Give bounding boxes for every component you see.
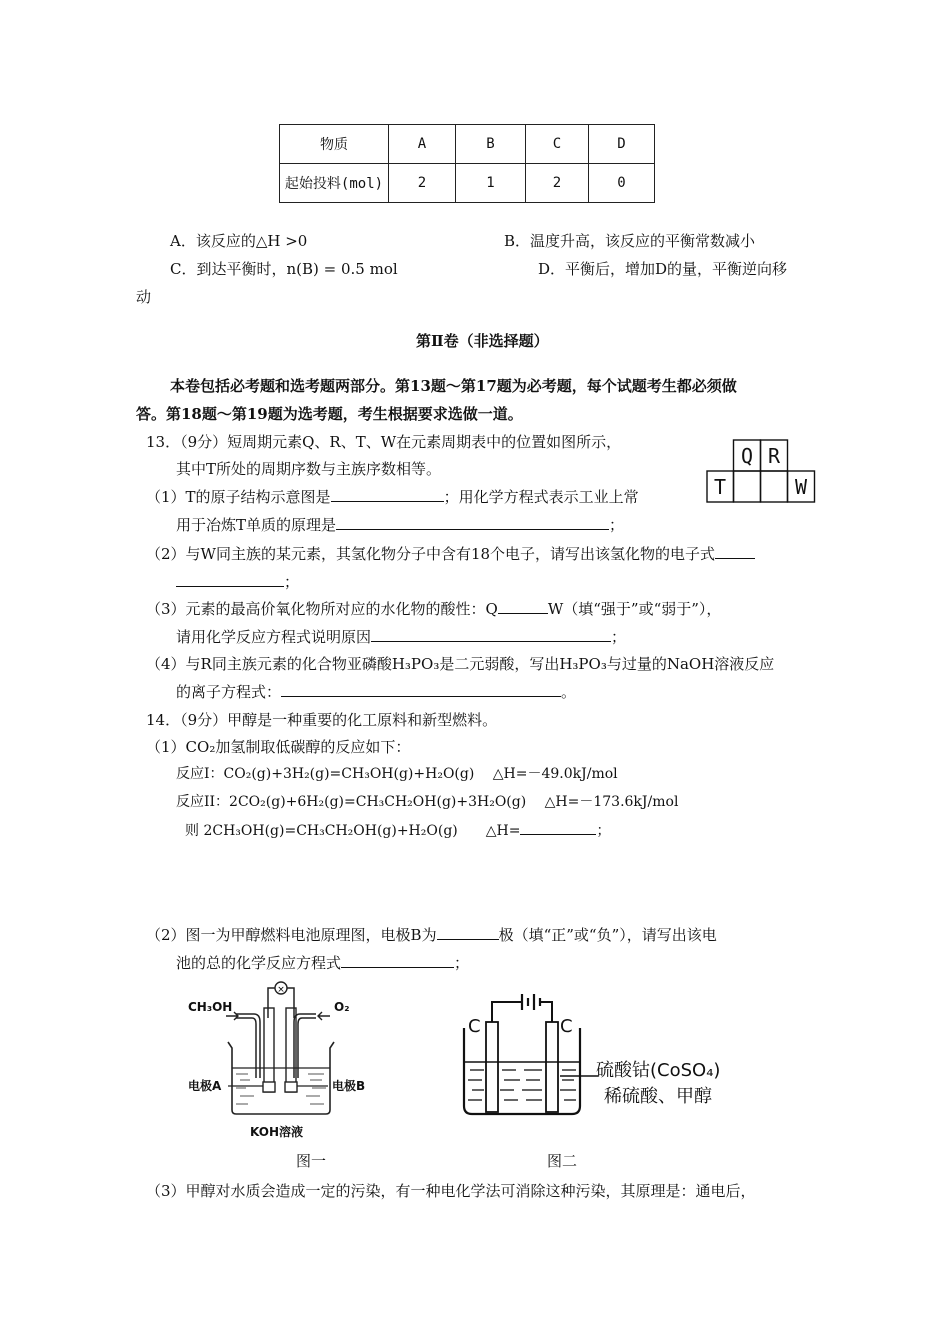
q13-part1 (146, 486, 639, 507)
q13-part1-line2 (176, 514, 624, 535)
electrode-a-label: 电极A (188, 1079, 222, 1093)
q13-part3-text-d: ； (611, 628, 627, 646)
element-q: Q (740, 444, 754, 468)
answer-blank[interactable] (281, 681, 561, 697)
q14-part2-text-a: （2）图一为甲醇燃料电池原理图，电极B为 (146, 926, 437, 944)
reaction-2: 反应II：2CO₂(g)+6H₂(g)=CH₃CH₂OH(g)+3H₂O(g) △H=－173.6kJ/mol (176, 794, 679, 810)
q13-part4-line2 (176, 681, 576, 702)
q14-part2-text-d: ； (454, 954, 470, 972)
answer-blank[interactable] (341, 952, 454, 968)
q13-part3-text-c: 请用化学反应方程式说明原因 (176, 628, 372, 646)
section-title: 第Ⅱ卷（非选择题） (416, 332, 549, 350)
q13-part2-text-b: ； (284, 573, 300, 591)
q13-part2-text-a: （2）与W同主族的某元素，其氢化物分子中含有18个电子，请写出该氢化物的电子式 (146, 545, 716, 563)
answer-blank[interactable] (520, 819, 596, 835)
q14-part1: （1）CO₂加氢制取低碳醇的反应如下： (146, 738, 411, 756)
figure-1-caption: 图一 (296, 1152, 327, 1170)
figure-2-electrolysis-cell (460, 980, 760, 1120)
figure-2-caption: 图二 (547, 1152, 578, 1170)
q13-part4-text-b: 的离子方程式： (176, 683, 282, 701)
reaction-3-end: ； (596, 823, 611, 839)
figure-1-fuel-cell (188, 978, 368, 1143)
q13-part3 (146, 598, 721, 619)
table-cell: 物质 (280, 125, 389, 164)
option-b: B．温度升高，该反应的平衡常数减小 (504, 232, 756, 250)
solution-label-1: 硫酸钴(CoSO₄) (596, 1060, 721, 1081)
table-cell: 1 (456, 164, 526, 203)
svg-text:×: × (277, 985, 285, 995)
answer-blank[interactable] (336, 514, 609, 530)
reaction-3-text: 则 2CH₃OH(g)=CH₃CH₂OH(g)+H₂O(g) △H= (185, 823, 521, 839)
electrode-b-label: 电极B (332, 1079, 366, 1093)
element-t: T (713, 475, 727, 499)
solution-label: KOH溶液 (250, 1125, 304, 1139)
q13-part4: （4）与R同主族元素的化合物亚磷酸H₃PO₃是二元弱酸，写出H₃PO₃与过量的NaOH溶液反应 (146, 655, 775, 673)
q13-part2 (146, 543, 755, 564)
element-r: R (767, 444, 781, 468)
answer-blank[interactable] (176, 571, 284, 587)
table-cell: 0 (589, 164, 655, 203)
table-cell: 2 (526, 164, 589, 203)
answer-blank[interactable] (331, 486, 444, 502)
q13-part3-line2 (176, 626, 626, 647)
reaction-3 (185, 819, 610, 840)
table-cell: A (389, 125, 456, 164)
table-cell: C (526, 125, 589, 164)
option-d-continued: 动 (136, 288, 152, 306)
q14-part2-text-c: 池的总的化学反应方程式 (176, 954, 342, 972)
option-c: C．到达平衡时，n(B) = 0.5 mol (170, 260, 398, 278)
q13-part1-text-c: 用于冶炼T单质的原理是 (176, 516, 337, 534)
q13-part3-text-b: W（填“强于”或“弱于”）， (547, 600, 722, 618)
option-d: D．平衡后，增加D的量，平衡逆向移 (538, 260, 788, 278)
q13-part1-text-d: ； (609, 516, 625, 534)
answer-blank[interactable] (371, 626, 611, 642)
table-cell: 起始投料(mol) (280, 164, 389, 203)
q14-stem: 14．（9分）甲醇是一种重要的化工原料和新型燃料。 (146, 711, 498, 729)
option-a: A．该反应的△H >0 (170, 232, 308, 250)
q14-part2-line2 (176, 952, 469, 973)
battery-icon (522, 994, 540, 1010)
q14-part2 (146, 924, 717, 945)
q13-part1-text-b: ；用化学方程式表示工业上常 (443, 488, 639, 506)
table-cell: D (589, 125, 655, 164)
reaction-1: 反应I：CO₂(g)+3H₂(g)=CH₃OH(g)+H₂O(g) △H=－49.0kJ/mol (176, 766, 618, 782)
q13-part4-text-c: 。 (561, 683, 577, 701)
q13-part3-text-a: （3）元素的最高价氧化物所对应的水化物的酸性：Q (146, 600, 498, 618)
table-row (280, 164, 655, 203)
q14-part2-text-b: 极（填“正”或“负”），请写出该电 (498, 926, 717, 944)
q13-part1-text-a: （1）T的原子结构示意图是 (146, 488, 331, 506)
inlet-oxygen-label: O₂ (334, 1000, 350, 1014)
answer-blank[interactable] (498, 598, 548, 614)
periodic-table-fragment (706, 439, 816, 503)
solution-label-2: 稀硫酸、甲醇 (604, 1086, 712, 1107)
answer-blank[interactable] (437, 924, 499, 940)
table-cell: B (456, 125, 526, 164)
right-electrode-label: C (560, 1016, 573, 1037)
answer-blank[interactable] (715, 543, 755, 559)
table-cell: 2 (389, 164, 456, 203)
q13-stem-line2: 其中T所处的周期序数与主族序数相等。 (176, 460, 442, 478)
q13-part2-line2 (176, 571, 299, 592)
element-w: W (794, 475, 808, 499)
section-intro-line2: 答。第18题～第19题为选考题，考生根据要求选做一道。 (136, 405, 523, 423)
inlet-methanol-label: CH₃OH (188, 1000, 233, 1014)
feed-table (279, 124, 655, 203)
q14-part3: （3）甲醇对水质会造成一定的污染，有一种电化学法可消除这种污染，其原理是：通电后， (146, 1182, 756, 1200)
q13-stem: 13．（9分）短周期元素Q、R、T、W在元素周期表中的位置如图所示， (146, 433, 622, 451)
section-intro-line1: 本卷包括必考题和选考题两部分。第13题～第17题为必考题，每个试题考生都必须做 (170, 377, 737, 395)
left-electrode-label: C (468, 1016, 481, 1037)
table-header-row (280, 125, 655, 164)
